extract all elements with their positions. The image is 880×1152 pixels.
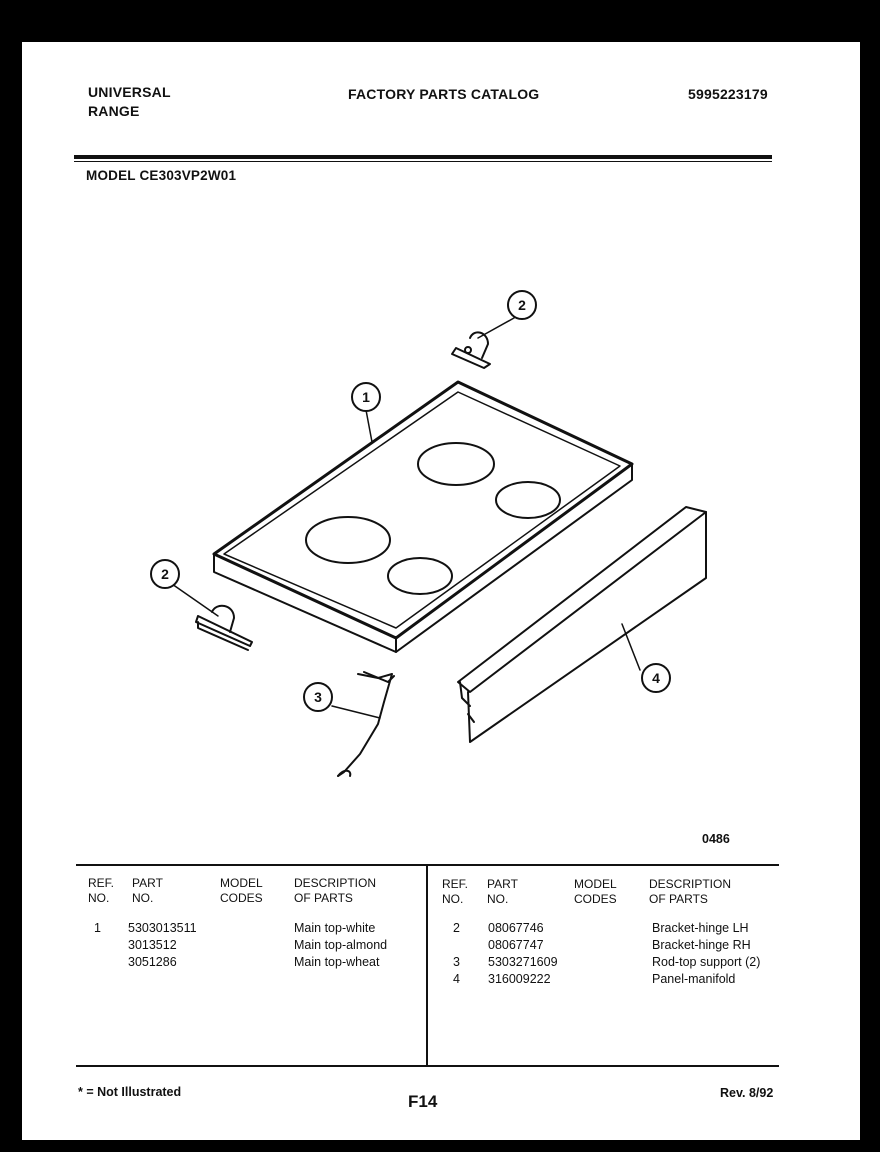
left-part-cell: 3051286 xyxy=(128,955,177,969)
right-ref-cell: 2 xyxy=(453,921,460,935)
catalog-number: 5995223179 xyxy=(688,86,768,102)
right-desc-header xyxy=(649,877,731,907)
right-desc-column xyxy=(652,920,760,988)
callout-3-label: 3 xyxy=(314,689,322,705)
bracket-hinge-left-drawing xyxy=(196,606,252,650)
left-model-header xyxy=(220,876,263,906)
callout-1-label: 1 xyxy=(362,389,370,405)
left-desc-column xyxy=(294,920,387,971)
table-divider xyxy=(426,864,428,1065)
left-ref-column xyxy=(94,920,101,971)
callout-2-top xyxy=(508,291,536,319)
right-ref-cell: 4 xyxy=(453,972,460,986)
right-ref-header-1: REF. xyxy=(442,877,469,891)
right-part-column xyxy=(488,920,558,988)
right-desc-cell: Bracket-hinge LH xyxy=(652,921,749,935)
left-desc-cell: Main top-wheat xyxy=(294,955,380,969)
left-part-cell: 5303013511 xyxy=(128,921,197,935)
callout-4 xyxy=(642,664,670,692)
left-desc-header-2: OF PARTS xyxy=(294,891,353,905)
catalog-title: FACTORY PARTS CATALOG xyxy=(348,86,540,102)
left-part-header-1: PART xyxy=(132,876,163,890)
right-ref-cell xyxy=(453,937,460,954)
leader-lines xyxy=(172,318,640,718)
bracket-hinge-top-drawing xyxy=(452,332,490,368)
exploded-diagram xyxy=(22,42,860,862)
brand-line-2: RANGE xyxy=(88,103,140,119)
right-part-cell: 5303271609 xyxy=(488,955,558,969)
right-desc-header-2: OF PARTS xyxy=(649,892,708,906)
left-desc-cell: Main top-almond xyxy=(294,938,388,952)
brand-line-1: UNIVERSAL xyxy=(88,84,171,100)
left-ref-cell xyxy=(94,937,101,954)
right-part-cell: 316009222 xyxy=(488,972,551,986)
right-desc-cell: Rod-top support (2) xyxy=(652,955,761,969)
right-desc-cell: Bracket-hinge RH xyxy=(652,938,751,952)
left-model-header-2: CODES xyxy=(220,891,263,905)
left-model-header-1: MODEL xyxy=(220,876,263,890)
right-part-header-2: NO. xyxy=(487,892,509,906)
right-part-header-1: PART xyxy=(487,877,518,891)
left-part-column xyxy=(128,920,197,971)
left-ref-header-2: NO. xyxy=(88,891,110,905)
left-part-header-2: NO. xyxy=(132,891,154,905)
revision-date: Rev. 8/92 xyxy=(720,1086,774,1100)
table-bottom-rule xyxy=(76,1065,779,1067)
callout-2-left xyxy=(151,560,179,588)
left-part-cell: 3013512 xyxy=(128,938,177,952)
right-ref-cell: 3 xyxy=(453,955,460,969)
left-ref-header xyxy=(88,876,114,906)
diagram-code: 0486 xyxy=(702,832,730,846)
right-model-header-1: MODEL xyxy=(574,877,617,891)
panel-manifold-drawing xyxy=(458,507,706,742)
left-ref-cell xyxy=(94,954,101,971)
callout-3 xyxy=(304,683,332,711)
left-part-header xyxy=(132,876,163,906)
support-rod-drawing xyxy=(338,672,394,776)
right-part-cell: 08067747 xyxy=(488,938,544,952)
right-part-cell: 08067746 xyxy=(488,921,544,935)
right-ref-header-2: NO. xyxy=(442,892,464,906)
right-model-header-2: CODES xyxy=(574,892,617,906)
main-top-drawing xyxy=(214,382,632,652)
right-model-header xyxy=(574,877,617,907)
left-desc-header xyxy=(294,876,376,906)
not-illustrated-note: * = Not Illustrated xyxy=(78,1085,182,1099)
callout-2-top-label: 2 xyxy=(518,297,526,313)
callout-2-left-label: 2 xyxy=(161,566,169,582)
left-desc-cell: Main top-white xyxy=(294,921,376,935)
model-label: MODEL CE303VP2W01 xyxy=(86,168,237,183)
right-ref-header xyxy=(442,877,468,907)
catalog-page xyxy=(22,42,860,1140)
callout-4-label: 4 xyxy=(652,670,660,686)
right-part-header xyxy=(487,877,518,907)
page-number: F14 xyxy=(408,1092,438,1111)
left-ref-cell: 1 xyxy=(94,921,101,935)
right-desc-cell: Panel-manifold xyxy=(652,972,736,986)
left-desc-header-1: DESCRIPTION xyxy=(294,876,377,890)
callout-1 xyxy=(352,383,380,411)
right-desc-header-1: DESCRIPTION xyxy=(649,877,732,891)
right-ref-column xyxy=(453,920,460,988)
left-ref-header-1: REF. xyxy=(88,876,115,890)
